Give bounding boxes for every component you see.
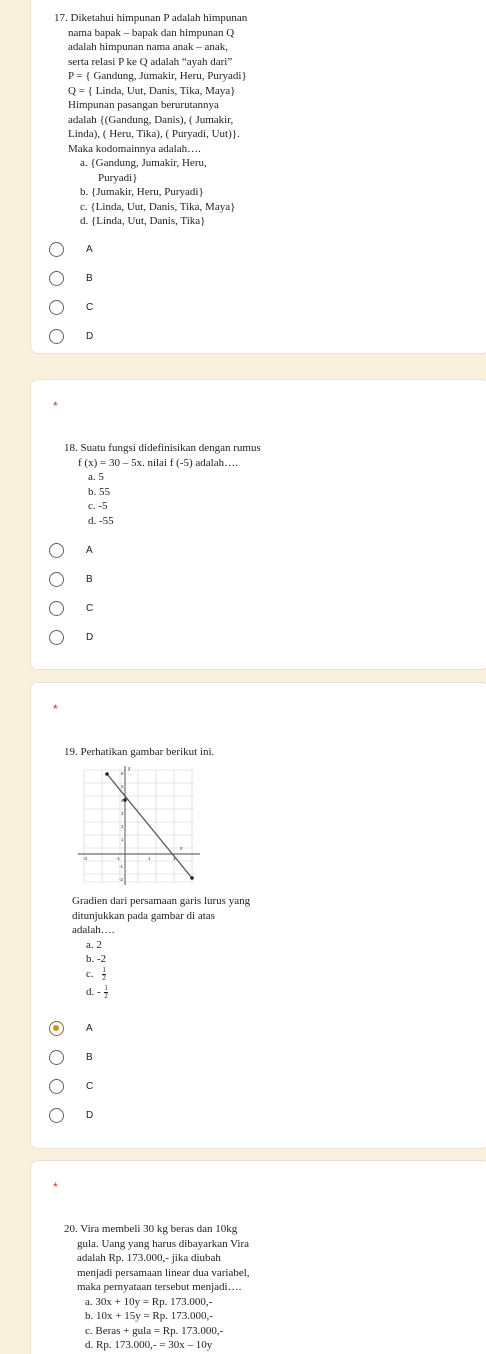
option-b[interactable] [49, 571, 93, 587]
option-label: D [86, 330, 94, 342]
question-line: maka pernyataan tersebut menjadi…. [77, 1281, 242, 1293]
option-d[interactable] [49, 629, 93, 645]
y-tick-label: 1 [121, 837, 124, 842]
question-line: serta relasi P ke Q adalah “ayah dari” [68, 55, 233, 68]
y-tick-label: 6 [121, 771, 124, 776]
choice-text: b. -2 [86, 953, 107, 965]
choice-text: c. -5 [88, 500, 108, 512]
choice-text: a. 5 [88, 471, 104, 483]
question-line: adalah Rp. 173.000,- jika diubah [77, 1252, 221, 1264]
choice-text: d. -55 [88, 514, 114, 527]
x-tick-label: 1 [148, 856, 151, 861]
question-line: gula. Uang yang harus dibayarkan Vira [77, 1237, 250, 1250]
choice-text: d. {Linda, Uut, Danis, Tika} [80, 215, 206, 227]
option-d[interactable] [49, 1107, 93, 1123]
choice-text: a. 30x + 10y = Rp. 173.000,- [85, 1295, 213, 1308]
radio-button[interactable] [49, 329, 64, 344]
radio-button[interactable] [49, 1108, 64, 1123]
radio-button[interactable] [49, 1050, 64, 1065]
option-label: A [86, 544, 93, 556]
line-endpoint [190, 876, 194, 880]
line-graph [78, 764, 202, 886]
question-line: Himpunan pasangan berurutannya [68, 99, 219, 111]
option-label: C [86, 1080, 94, 1092]
line-endpoint [105, 772, 109, 776]
y-intercept-point [123, 798, 127, 802]
y-tick-label: 4 [121, 798, 124, 803]
required-asterisk: * [53, 702, 58, 716]
choice-text: b. 55 [88, 485, 110, 498]
question-17-text [54, 11, 247, 229]
x-tick-label: -1 [116, 856, 121, 861]
radio-button[interactable] [49, 300, 64, 315]
question-line: ditunjukkan pada gambar di atas [72, 909, 215, 922]
required-asterisk: * [53, 1180, 58, 1194]
grid [84, 770, 194, 882]
question-line: 18. Suatu fungsi didefinisikan dengan rumus [64, 442, 261, 454]
question-19-text [72, 894, 250, 1003]
choice-text: a. 2 [86, 938, 102, 951]
x-tick-label: -3 [83, 856, 88, 861]
fraction-numerator: 1 [104, 983, 108, 992]
required-asterisk: * [53, 399, 58, 413]
option-b[interactable] [49, 270, 93, 286]
option-label: C [86, 602, 94, 614]
option-label: B [86, 1051, 93, 1063]
radio-button[interactable] [49, 271, 64, 286]
question-line: menjadi persamaan linear dua variabel, [77, 1266, 250, 1279]
radio-button[interactable] [49, 630, 64, 645]
question-line: 17. Diketahui himpunan P adalah himpunan [54, 12, 248, 24]
fraction-denominator: 2 [104, 991, 108, 1000]
choice-text: c. {Linda, Uut, Danis, Tika, Maya} [80, 200, 236, 213]
option-a[interactable] [49, 542, 93, 558]
option-c[interactable] [49, 600, 93, 616]
radio-button[interactable] [49, 1079, 64, 1094]
option-a[interactable] [49, 1020, 93, 1036]
radio-button[interactable] [49, 572, 64, 587]
radio-button-selected[interactable] [49, 1021, 64, 1036]
question-line: Maka kodomainnya adalah…. [68, 142, 201, 155]
choice-c [72, 967, 250, 985]
question-line: Gradien dari persamaan garis lurus yang [72, 895, 251, 907]
y-tick-label: -1 [119, 864, 124, 869]
question-line: nama bapak – bapak dan himpunan Q [68, 26, 235, 39]
option-d[interactable] [49, 328, 93, 344]
option-label: A [86, 243, 93, 255]
option-label: B [86, 272, 93, 284]
question-20-text [64, 1222, 250, 1353]
x-axis-label: x [180, 846, 183, 852]
option-label: D [86, 1109, 94, 1121]
option-c[interactable] [49, 1078, 93, 1094]
y-tick-label: -2 [119, 877, 124, 882]
radio-button[interactable] [49, 601, 64, 616]
choice-d [72, 985, 250, 1003]
option-b[interactable] [49, 1049, 93, 1065]
question-line: P = { Gandung, Jumakir, Heru, Puryadi} [68, 70, 247, 82]
y-tick-label: 3 [121, 811, 124, 816]
question-line: Linda), ( Heru, Tika), ( Puryadi, Uut)}. [68, 128, 240, 140]
fraction [104, 985, 108, 1000]
option-c[interactable] [49, 299, 93, 315]
fraction-numerator: 1 [102, 965, 106, 974]
question-line: Q = { Linda, Uut, Danis, Tika, Maya} [68, 84, 236, 97]
option-a[interactable] [49, 241, 93, 257]
option-label: A [86, 1022, 93, 1034]
radio-button[interactable] [49, 543, 64, 558]
choice-text: a. {Gandung, Jumakir, Heru, [80, 157, 207, 169]
radio-button[interactable] [49, 242, 64, 257]
fraction [102, 967, 106, 982]
option-label: D [86, 631, 94, 643]
y-tick-label: 2 [121, 824, 124, 829]
choice-text: c. [86, 967, 94, 980]
question-line: 19. Perhatikan gambar berikut ini. [64, 746, 215, 758]
question-line: adalah himpunan nama anak – anak, [68, 41, 229, 53]
choice-text: Puryadi} [98, 171, 138, 184]
question-line: adalah…. [72, 924, 115, 936]
question-line: 20. Vira membeli 30 kg beras dan 10kg [64, 1223, 238, 1235]
option-label: C [86, 301, 94, 313]
choice-text: d. Rp. 173.000,- = 30x – 10y [85, 1339, 213, 1351]
question-19-title [64, 745, 214, 760]
question-line: f (x) = 30 – 5x. nilai f (-5) adalah…. [78, 456, 238, 469]
y-axis-label: y [128, 766, 131, 772]
y-tick-label: 5 [121, 784, 124, 789]
question-18-text [64, 441, 261, 528]
x-tick-label: 3 [173, 856, 176, 861]
choice-text: b. 10x + 15y = Rp. 173.000,- [85, 1310, 213, 1322]
fraction-denominator: 2 [102, 973, 106, 982]
choice-text: b. {Jumakir, Heru, Puryadi} [80, 186, 204, 198]
choice-text: d. - [86, 985, 101, 998]
choice-text: c. Beras + gula = Rp. 173.000,- [85, 1324, 224, 1337]
question-line: adalah {(Gandung, Danis), ( Jumakir, [68, 113, 234, 126]
option-label: B [86, 573, 93, 585]
